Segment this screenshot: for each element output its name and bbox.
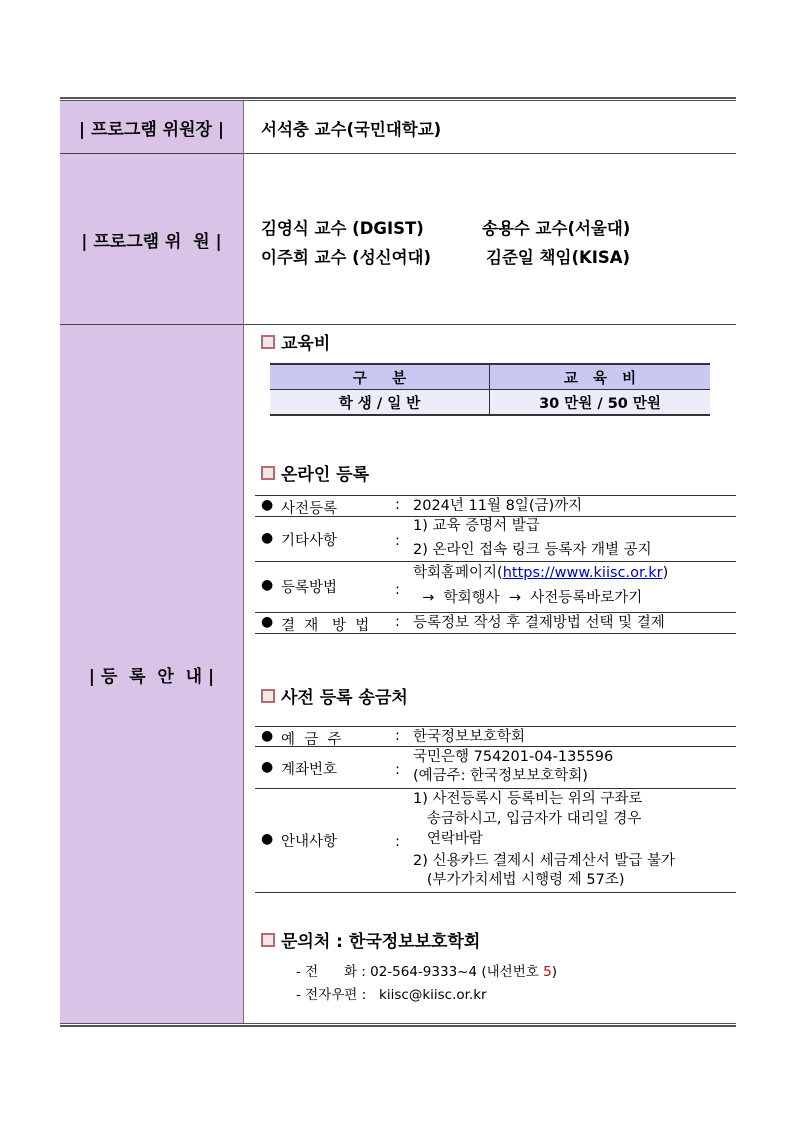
homepage-suffix: ) <box>662 565 669 581</box>
row-value: 연락바람 <box>413 831 483 847</box>
fee-header-fee: 교 육 비 <box>490 364 711 390</box>
row-value: (부가가치세법 시행령 제 57조) <box>413 872 625 888</box>
row-label: 사전등록 <box>281 501 338 517</box>
row-colon: : <box>395 762 400 778</box>
fee-cell-category: 학 생 / 일 반 <box>270 390 490 416</box>
chair-value: 서석충 교수(국민대학교) <box>261 120 442 139</box>
online-title-text: 온라인 등록 <box>281 465 370 485</box>
chair-label: | 프로그램 위원장 | <box>60 101 243 153</box>
remit-section-title <box>261 683 408 708</box>
row-colon: : <box>395 728 400 744</box>
row-colon: : <box>395 497 400 513</box>
square-bullet-icon <box>261 933 275 947</box>
square-bullet-icon <box>261 335 275 349</box>
bullet-icon: ● <box>261 759 274 775</box>
row-colon: : <box>395 582 400 598</box>
committee-label: | 프로그램 위 원 | <box>60 154 243 324</box>
row-label: 등록방법 <box>281 580 338 596</box>
online-table <box>255 495 736 634</box>
row-value: → 학회행사 → 사전등록바로가기 <box>413 590 643 606</box>
phone-extension: 5 <box>543 964 552 980</box>
row-value: 2) 신용카드 결제시 세금계산서 발급 불가 <box>413 853 676 869</box>
row-label: 기타사항 <box>281 533 338 549</box>
table-row <box>255 789 736 893</box>
info-frame <box>60 97 736 1028</box>
row-label: 안내사항 <box>281 834 338 850</box>
row-label: 결 재 방 법 <box>281 618 370 634</box>
row-label: 계좌번호 <box>281 762 338 778</box>
bullet-icon: ● <box>261 728 274 744</box>
table-row <box>255 517 736 562</box>
homepage-prefix: 학회홈페이지( <box>413 565 503 581</box>
homepage-link[interactable]: https://www.kiisc.or.kr <box>502 565 663 581</box>
bullet-icon: ● <box>261 497 274 513</box>
column-separator <box>243 101 244 1023</box>
table-row <box>255 562 736 613</box>
row-colon: : <box>395 533 400 549</box>
bullet-icon: ● <box>261 614 274 630</box>
bullet-icon: ● <box>261 831 274 847</box>
table-row <box>255 495 736 517</box>
committee-member: 송용수 교수(서울대) <box>482 219 631 238</box>
fee-cell-amount: 30 만원 / 50 만원 <box>490 390 711 416</box>
square-bullet-icon <box>261 466 275 480</box>
square-bullet-icon <box>261 689 275 703</box>
phone-text: - 전 화 : 02-564-9333~4 (내선번호 <box>296 964 544 980</box>
fee-section-title <box>261 329 330 354</box>
bottom-double-rule <box>60 1023 736 1027</box>
phone-suffix: ) <box>551 964 557 980</box>
contact-section-title <box>261 927 480 952</box>
row-value: 2) 온라인 접속 링크 등록자 개별 공지 <box>413 542 652 558</box>
bullet-icon: ● <box>261 530 274 546</box>
contact-email: - 전자우편 : kiisc@kiisc.or.kr <box>296 987 487 1003</box>
row-colon: : <box>395 834 400 850</box>
online-section-title <box>261 460 369 485</box>
row-label: 예 금 주 <box>281 732 342 748</box>
row-value: 1) 사전등록시 등록비는 위의 구좌로 <box>413 791 643 807</box>
table-row <box>255 726 736 747</box>
contact-phone <box>296 960 557 980</box>
committee-member: 김영식 교수 (DGIST) <box>261 219 424 238</box>
row-value: 등록정보 작성 후 결제방법 선택 및 결제 <box>413 615 665 631</box>
row-colon: : <box>395 614 400 630</box>
row-value: 1) 교육 증명서 발급 <box>413 518 540 534</box>
contact-title-text: 문의처 : 한국정보보호학회 <box>281 932 481 952</box>
committee-member: 이주희 교수 (성신여대) <box>261 248 432 267</box>
table-row <box>255 747 736 789</box>
committee-member: 김준일 책임(KISA) <box>486 248 631 267</box>
table-row <box>255 613 736 634</box>
fee-header-category: 구 분 <box>270 364 490 390</box>
row-value: 송금하시고, 입금자가 대리일 경우 <box>413 811 642 827</box>
row-value: (예금주: 한국정보보호학회) <box>413 768 588 784</box>
row-value <box>413 564 668 582</box>
row-value: 국민은행 754201-04-135596 <box>413 749 614 765</box>
row-value: 한국정보보호학회 <box>413 729 526 745</box>
remit-title-text: 사전 등록 송금처 <box>281 688 408 708</box>
registration-label: | 등 록 안 내 | <box>60 325 243 1023</box>
bullet-icon: ● <box>261 577 274 593</box>
remit-table <box>255 726 736 893</box>
row-value: 2024년 11월 8일(금)까지 <box>413 498 583 514</box>
fee-table <box>270 363 710 416</box>
fee-title-text: 교육비 <box>281 334 331 354</box>
